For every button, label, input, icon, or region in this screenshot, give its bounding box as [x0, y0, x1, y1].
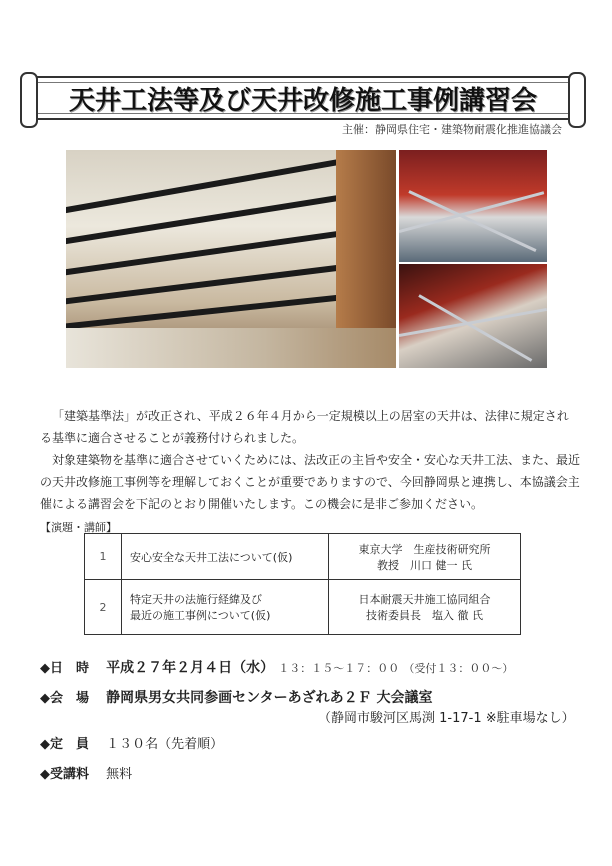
lecture-row [85, 534, 521, 580]
speaker-name: 技術委員長 塩入 徹 氏 [366, 609, 483, 622]
venue-label: ◆会 場 [40, 691, 89, 706]
lecture-topic-line: 最近の施工事例について(仮) [130, 609, 271, 622]
lecture-number: 2 [85, 580, 122, 635]
lecture-topic [122, 580, 329, 635]
fee-value: 無料 [106, 767, 133, 782]
title-banner [28, 76, 578, 120]
date-label: ◆日 時 [40, 661, 89, 676]
ceiling-frame-photo-top [399, 150, 547, 262]
date-note: （受付１３：００～） [403, 662, 514, 675]
date-value: 平成２７年２月４日（水） [106, 660, 275, 676]
lecture-table [84, 533, 521, 635]
capacity-value: １３０名（先着順） [106, 737, 224, 752]
fee-label: ◆受講料 [40, 767, 89, 782]
date-row [40, 657, 513, 677]
date-time: １３：１５～１７：００ [278, 662, 400, 675]
intro-paragraph-2: 対象建築物を基準に適合させていくためには、法改正の主旨や安全・安心な天井工法、また、最近の天井改修施工事例等を理解しておくことが重要でありますので、今回静岡県と連携し、本協議会主催による講習会を下記のとおり開催いたします。この機会に是非ご参加ください。 [40, 453, 581, 511]
page-title: 天井工法等及び天井改修施工事例講習会 [68, 86, 537, 116]
ceiling-frame-photo-bottom [399, 264, 547, 368]
capacity-row [40, 733, 223, 752]
capacity-label: ◆定 員 [40, 737, 89, 752]
speaker-name: 教授 川口 健一 氏 [377, 558, 472, 572]
lecture-heading: 【演題・講師】 [40, 521, 117, 534]
speaker-affiliation: 東京大学 生産技術研究所 [358, 542, 491, 556]
lecture-topic [122, 534, 329, 580]
lecture-number: 1 [85, 534, 122, 580]
lecture-topic-line: 安心安全な天井工法について(仮) [130, 550, 293, 564]
venue-address: （静岡市駿河区馬渕 1-17-1 ※駐車場なし） [318, 711, 575, 726]
speaker-affiliation: 日本耐震天井施工協同組合 [358, 593, 491, 606]
fee-row [40, 763, 132, 782]
lecture-topic-line: 特定天井の法施行経緯及び [130, 593, 262, 606]
lecture-speaker [329, 580, 521, 635]
intro-paragraph-1: 「建築基準法」が改正され、平成２６年４月から一定規模以上の居室の天井は、法律に規定される基準に適合させることが義務付けられました。 [40, 409, 569, 445]
intro-text [40, 405, 580, 515]
lecture-row [85, 580, 521, 635]
lecture-speaker [329, 534, 521, 580]
ceiling-hall-photo [66, 150, 396, 368]
venue-row [40, 687, 432, 707]
venue-value: 静岡県男女共同参画センターあざれあ２Ｆ 大会議室 [106, 690, 433, 706]
organizer-text: 主催：静岡県住宅・建築物耐震化推進協議会 [342, 123, 562, 136]
